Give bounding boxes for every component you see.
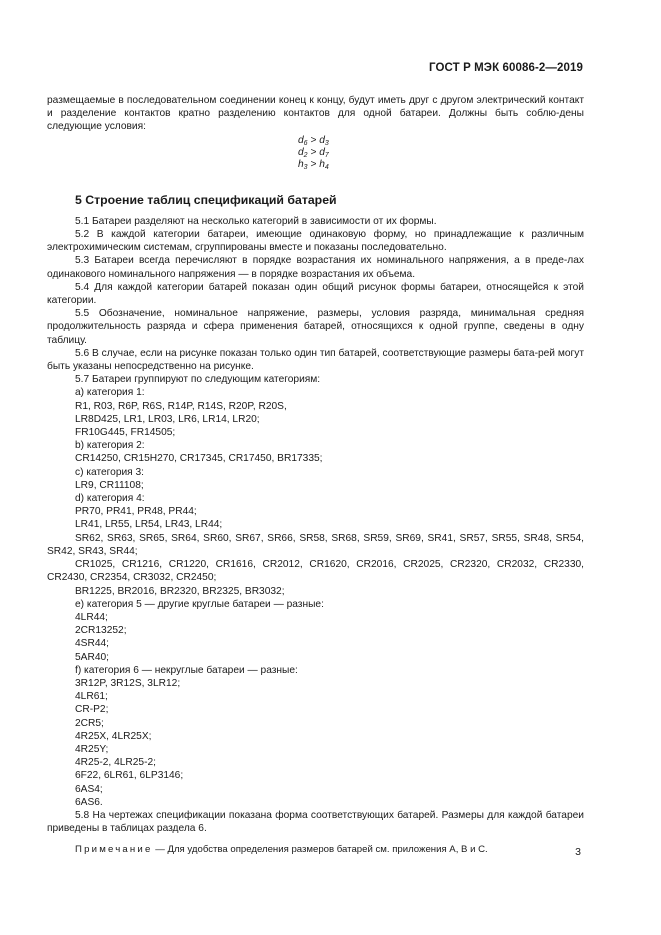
category-6-item: 4R25X, 4LR25X; [75,730,152,742]
section-heading: 5 Строение таблиц спецификаций батарей [75,192,337,207]
category-3-line: LR9, CR11108; [75,479,144,491]
paragraph-5-1: 5.1 Батареи разделяют на несколько категорий в зависимости от их формы. [75,215,437,227]
category-1-line: R1, R03, R6P, R6S, R14P, R14S, R20P, R20S, [75,400,287,412]
category-5-item: 4LR44; [75,611,108,623]
category-4-line: BR1225, BR2016, BR2320, BR2325, BR3032; [75,585,285,597]
category-6-item: 3R12P, 3R12S, 3LR12; [75,677,181,689]
category-6-item: 6F22, 6LR61, 6LP3146; [75,770,184,782]
category-6-item: 4LR61; [75,691,108,703]
category-6-item: 4R25Y; [75,743,109,755]
paragraph-5-8: 5.8 На чертежах спецификации показана форма соответствующих батарей. Размеры для каждой батареи приведены в таблицах раздела 6. [47,809,584,835]
category-4-line: CR1025, CR1216, CR1220, CR1616, CR2012, CR1620, CR2016, CR2025, CR2320, CR2032, CR2330, CR2430, CR2354, CR3032, CR2450; [47,559,584,584]
category-3-label: c) категория 3: [75,466,145,478]
condition-2: $d_2 > d_7$ [298,146,329,159]
category-6-item: 4R25-2, 4LR25-2; [75,757,156,769]
category-6-item: 2CR5; [75,717,104,729]
category-6-item: CR-P2; [75,704,109,716]
category-5-label: e) категория 5 — другие круглые батареи — разные: [75,598,324,610]
paragraph-5-2: 5.2 В каждой категории батареи, имеющие одинаковую форму, но принадлежащие к различным электрохимическим системам, сгруппированы вместе и показаны последовательно. [47,229,584,254]
category-4-line: LR41, LR55, LR54, LR43, LR44; [75,519,223,531]
paragraph-5-4: 5.4 Для каждой категории батарей показан один общий рисунок формы батареи, относящейся к этой категории. [47,281,584,307]
paragraph-5-5: 5.5 Обозначение, номинальное напряжение, размеры, условия разряда, минимальная средняя продолжительность разряда и сфера применения батарей, относящихся к одной группе, сведены в одну таблицу. [47,308,584,346]
intro-paragraph: размещаемые в последовательном соединении конец к концу, будут иметь друг с другом электрический контакт и разделение контактов кратно разделению контактов для одной батареи. Должны быть соблю-дены следующие условия: [47,95,584,133]
paragraph-5-7: 5.7 Батареи группируют по следующим категориям: [75,374,321,386]
condition-3: $h_3 > h_4$ [298,158,329,171]
category-1-line: LR8D425, LR1, LR03, LR6, LR14, LR20; [75,413,260,425]
paragraph-5-3: 5.3 Батареи всегда перечисляют в порядке возрастания их номинального напряжения, а в преде-лах одинакового номинального напряжения — в порядке возрастания их объема. [47,255,584,280]
conditions-block [298,135,584,171]
category-6-item: 6AS6. [75,796,103,808]
category-4-line: SR62, SR63, SR65, SR64, SR60, SR67, SR66, SR58, SR68, SR59, SR69, SR41, SR57, SR55, SR48, SR54, SR42, SR43, SR44; [47,532,584,557]
category-2-label: b) категория 2: [75,440,145,452]
note-label: Примечание [75,844,153,856]
page-number: 3 [575,846,581,858]
paragraph-5-6: 5.6 В случае, если на рисунке показан только один тип батарей, соответствующие размеры бата-рей могут быть указаны непосредственно на рисунке. [47,347,584,373]
category-4-line: PR70, PR41, PR48, PR44; [75,506,197,518]
page-body [47,94,584,857]
category-2-line: CR14250, CR15H270, CR17345, CR17450, BR17335; [75,453,323,465]
category-6-item: 6AS4; [75,783,103,795]
category-5-item: 2CR13252; [75,625,127,637]
document-header: ГОСТ Р МЭК 60086-2—2019 [429,62,583,74]
condition-1: $d_6 > d_3$ [298,134,329,147]
note-text: — Для удобства определения размеров батарей см. приложения А, В и С. [152,844,488,856]
note [75,843,584,856]
category-4-label: d) категория 4: [75,493,145,505]
category-5-item: 5AR40; [75,651,109,663]
category-5-item: 4SR44; [75,638,109,650]
category-6-label: f) категория 6 — некруглые батареи — разные: [75,664,298,676]
category-1-label: a) категория 1: [75,387,145,399]
category-1-line: FR10G445, FR14505; [75,427,176,439]
